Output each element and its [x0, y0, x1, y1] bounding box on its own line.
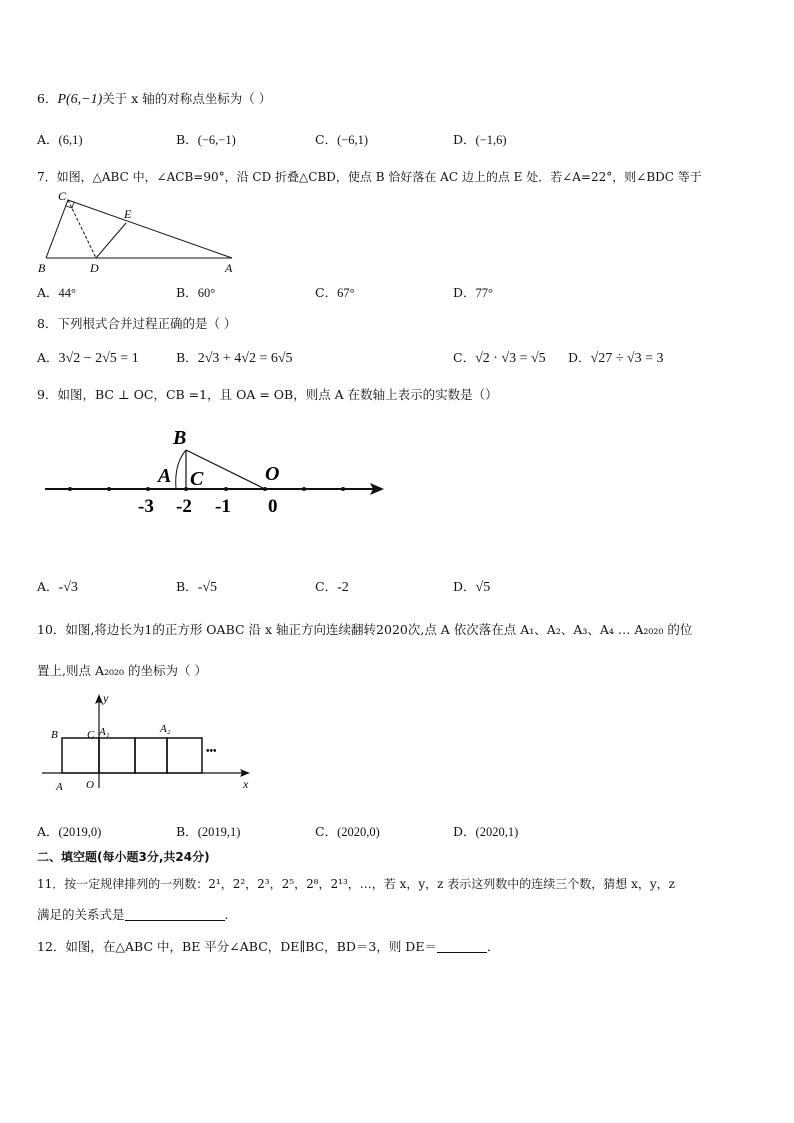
tick-dot [68, 487, 72, 491]
question-9-stem: 9．如图，BC ⊥ OC，CB =1，且 OA = OB，则点 A 在数轴上表示的实数是（） [37, 387, 498, 402]
question-10-stem-line1: 10．如图,将边长为1的正方形 OABC 沿 x 轴正方向连续翻转2020次,点 A 依次落在点 A₁、A₂、A₃、A₄ … A₂₀₂₀ 的位 [37, 622, 693, 637]
question-12-stem: 12．如图，在△ABC 中，BE 平分∠ABC，DE∥BC，BD＝3，则 DE＝ ． [37, 939, 500, 954]
square-0 [62, 738, 99, 773]
stem-text: 置上,则点 A₂₀₂₀ 的坐标为（ ） [37, 663, 207, 678]
q9-option-b[interactable]: B．-√5 [176, 579, 218, 595]
q6-option-b[interactable]: B．(−6,−1) [176, 132, 236, 147]
question-10-stem-line2 [37, 661, 207, 679]
triangle-outline [46, 200, 232, 258]
q10-option-a[interactable]: A．(2019,0) [37, 824, 102, 839]
stem-text: 按一定规律排列的一列数：2¹，2²，2³，2⁵，2⁸，2¹³，…，若 x，y，z 表示这列数中的连续三个数，猜想 x，y，z [64, 877, 675, 891]
q7-option-c[interactable]: C．67° [315, 285, 355, 300]
section-title: 二、填空题(每小题3分,共24分) [37, 850, 210, 864]
label-c: C [58, 189, 67, 203]
label-e: E [124, 207, 132, 221]
q10-option-c[interactable]: C．(2020,0) [315, 824, 380, 839]
answer-blank[interactable] [125, 908, 225, 921]
q8-option-a[interactable]: A．3√2 − 2√5 = 1 [37, 350, 139, 366]
question-number: 6． [37, 91, 58, 106]
arc-ba [176, 450, 186, 489]
question-11-line1: 11．按一定规律排列的一列数：2¹，2²，2³，2⁵，2⁸，2¹³，…，若 x，y，z 表示这列数中的连续三个数，猜想 x，y，z [37, 877, 675, 891]
tick-dot [302, 487, 306, 491]
tick-label: -2 [176, 496, 192, 517]
answer-blank[interactable] [437, 940, 487, 953]
stem-text: 如图，△ABC 中，∠ACB=90°，沿 CD 折叠△CBD，使点 B 恰好落在 AC 边上的点 E 处．若∠A=22°，则∠BDC 等于 [56, 170, 702, 184]
point-p: P(6,−1) [57, 92, 103, 107]
label-b: B [173, 427, 187, 449]
label-c: C [190, 468, 204, 490]
question-11-line2: 满足的关系式是 . [37, 907, 229, 922]
label-a1: A₁ [99, 726, 110, 738]
tick-dot [107, 487, 111, 491]
label-a: A [158, 465, 172, 487]
label-y: y [103, 691, 109, 705]
label-b: B [51, 729, 58, 741]
question-7-stem: 7．如图，△ABC 中，∠ACB=90°，沿 CD 折叠△CBD，使点 B 恰好落在 AC 边上的点 E 处．若∠A=22°，则∠BDC 等于 [37, 170, 702, 184]
q6-option-a[interactable]: A．(6,1) [37, 132, 83, 147]
q8-option-c[interactable]: C．√2 · √3 = √5 [453, 350, 546, 366]
rolling-square-figure [40, 690, 255, 795]
label-a: A [56, 781, 63, 793]
tick-dot [146, 487, 150, 491]
continuation-dots: ••• [206, 746, 217, 757]
square-1 [99, 738, 135, 773]
question-8-stem: 8．下列根式合并过程正确的是（ ） [37, 316, 237, 331]
q7-option-d[interactable]: D．77° [453, 285, 494, 300]
question-6-stem [37, 89, 271, 108]
fold-line-de [96, 223, 126, 258]
tick-label: -3 [138, 496, 154, 517]
label-c: C [87, 729, 95, 741]
square-3 [167, 738, 202, 773]
label-a: A [225, 261, 233, 275]
stem-text: 关于 x 轴的对称点坐标为（ ） [102, 91, 272, 106]
square-2 [135, 738, 167, 773]
q9-option-c[interactable]: C．-2 [315, 579, 349, 595]
q10-option-b[interactable]: B．(2019,1) [176, 824, 241, 839]
q8-option-b[interactable]: B．2√3 + 4√2 = 6√5 [176, 350, 293, 366]
tick-label: 0 [268, 496, 278, 517]
label-x: x [243, 777, 249, 791]
tick-dot [341, 487, 345, 491]
label-a2: A₂ [160, 723, 171, 735]
stem-text: 如图，在△ABC 中，BE 平分∠ABC，DE∥BC，BD＝3，则 DE＝ [65, 939, 437, 954]
q7-option-a[interactable]: A．44° [37, 285, 77, 300]
tick-dot [224, 487, 228, 491]
q6-option-c[interactable]: C．(−6,1) [315, 132, 369, 147]
q7-option-b[interactable]: B．60° [176, 285, 216, 300]
stem-text: 如图,将边长为1的正方形 OABC 沿 x 轴正方向连续翻转2020次,点 A 依次落在点 A₁、A₂、A₃、A₄ … A₂₀₂₀ 的位 [65, 622, 693, 637]
q9-option-a[interactable]: A．-√3 [37, 579, 78, 595]
stem-text: 如图，BC ⊥ OC，CB =1，且 OA = OB，则点 A 在数轴上表示的实数是（） [57, 387, 498, 402]
stem-text: 下列根式合并过程正确的是（ ） [57, 316, 237, 331]
label-d: D [90, 261, 99, 275]
tick-label: -1 [215, 496, 231, 517]
number-line-figure [40, 422, 390, 522]
q6-option-d[interactable]: D．(−1,6) [453, 132, 507, 147]
q10-option-d[interactable]: D．(2020,1) [453, 824, 519, 839]
q8-option-d[interactable]: D．√27 ÷ √3 = 3 [568, 350, 664, 366]
label-b: B [38, 261, 46, 275]
q9-option-d[interactable]: D．√5 [453, 579, 491, 595]
label-o: O [265, 463, 280, 485]
label-o: O [86, 779, 94, 791]
triangle-figure [36, 188, 246, 274]
